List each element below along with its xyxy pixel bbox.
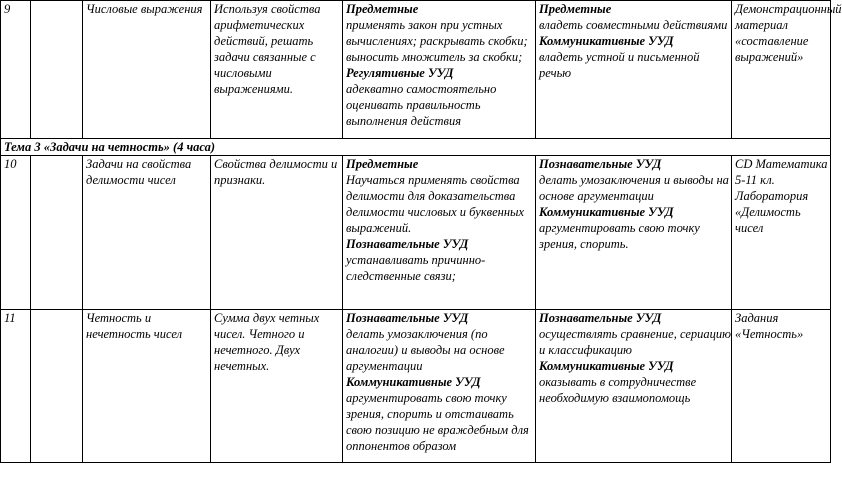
result-text: делать умозаключения (по аналогии) и выводы на основе аргументации	[346, 327, 505, 373]
result-text: адекватно самостоятельно оценивать правильность выполнения действия	[346, 82, 497, 128]
lesson-number: 11	[1, 310, 31, 463]
result-text: применять закон при устных вычислениях; раскрывать скобки; выносить множитель за скобки;	[346, 18, 528, 64]
lesson-topic: Задачи на свойства делимости чисел	[83, 156, 211, 310]
uud-text: аргументировать свою точку зрения, спорить.	[539, 221, 700, 251]
uud-text: делать умозаключения и выводы на основе аргументации	[539, 173, 729, 203]
uud-text: владеть устной и письменной речью	[539, 50, 700, 80]
uud-results	[536, 310, 732, 463]
result-heading: Познавательные УУД	[346, 311, 469, 325]
empty-cell	[31, 310, 83, 463]
uud-heading: Коммуникативные УУД	[539, 205, 674, 219]
result-heading: Предметные	[346, 2, 419, 16]
planned-results	[343, 1, 536, 139]
uud-heading: Коммуникативные УУД	[539, 359, 674, 373]
uud-results	[536, 1, 732, 139]
lesson-content: Используя свойства арифметических действий, решать задачи связанные с числовыми выражениями.	[211, 1, 343, 139]
result-text: Научаться применять свойства делимости для доказательства делимости числовых и буквенных выражений.	[346, 173, 525, 235]
lesson-number: 10	[1, 156, 31, 310]
result-heading: Коммуникативные УУД	[346, 375, 481, 389]
planned-results	[343, 156, 536, 310]
uud-results	[536, 156, 732, 310]
result-text: устанавливать причинно-следственные связи;	[346, 253, 486, 283]
lesson-number: 9	[1, 1, 31, 139]
result-text: аргументировать свою точку зрения, спорить и отстаивать свою позицию не враждебным для оппонентов образом	[346, 391, 529, 453]
lesson-topic: Числовые выражения	[83, 1, 211, 139]
uud-text: осуществлять сравнение, сериацию и классификацию	[539, 327, 731, 357]
empty-cell	[31, 156, 83, 310]
lesson-content: Сумма двух четных чисел. Четного и нечетного. Двух нечетных.	[211, 310, 343, 463]
table-row	[1, 1, 831, 139]
lesson-resources: Задания «Четность»	[732, 310, 831, 463]
uud-heading: Познавательные УУД	[539, 157, 662, 171]
lesson-content: Свойства делимости и признаки.	[211, 156, 343, 310]
lesson-resources: Демонстрационный материал «составление выражений»	[732, 1, 831, 139]
lesson-topic: Четность и нечетность чисел	[83, 310, 211, 463]
section-title: Тема 3 «Задачи на четность» (4 часа)	[1, 139, 831, 156]
uud-text: оказывать в сотрудничестве необходимую взаимопомощь	[539, 375, 697, 405]
uud-heading: Коммуникативные УУД	[539, 34, 674, 48]
empty-cell	[31, 1, 83, 139]
lesson-resources: CD Математика 5-11 кл. Лаборатория «Делимость чисел	[732, 156, 831, 310]
table-row	[1, 156, 831, 310]
uud-text: владеть совместными действиями	[539, 18, 728, 32]
table-row	[1, 310, 831, 463]
result-heading: Предметные	[346, 157, 419, 171]
result-heading: Регулятивные УУД	[346, 66, 454, 80]
result-heading: Познавательные УУД	[346, 237, 469, 251]
section-row	[1, 139, 831, 156]
uud-heading: Познавательные УУД	[539, 311, 662, 325]
uud-heading: Предметные	[539, 2, 612, 16]
planned-results	[343, 310, 536, 463]
